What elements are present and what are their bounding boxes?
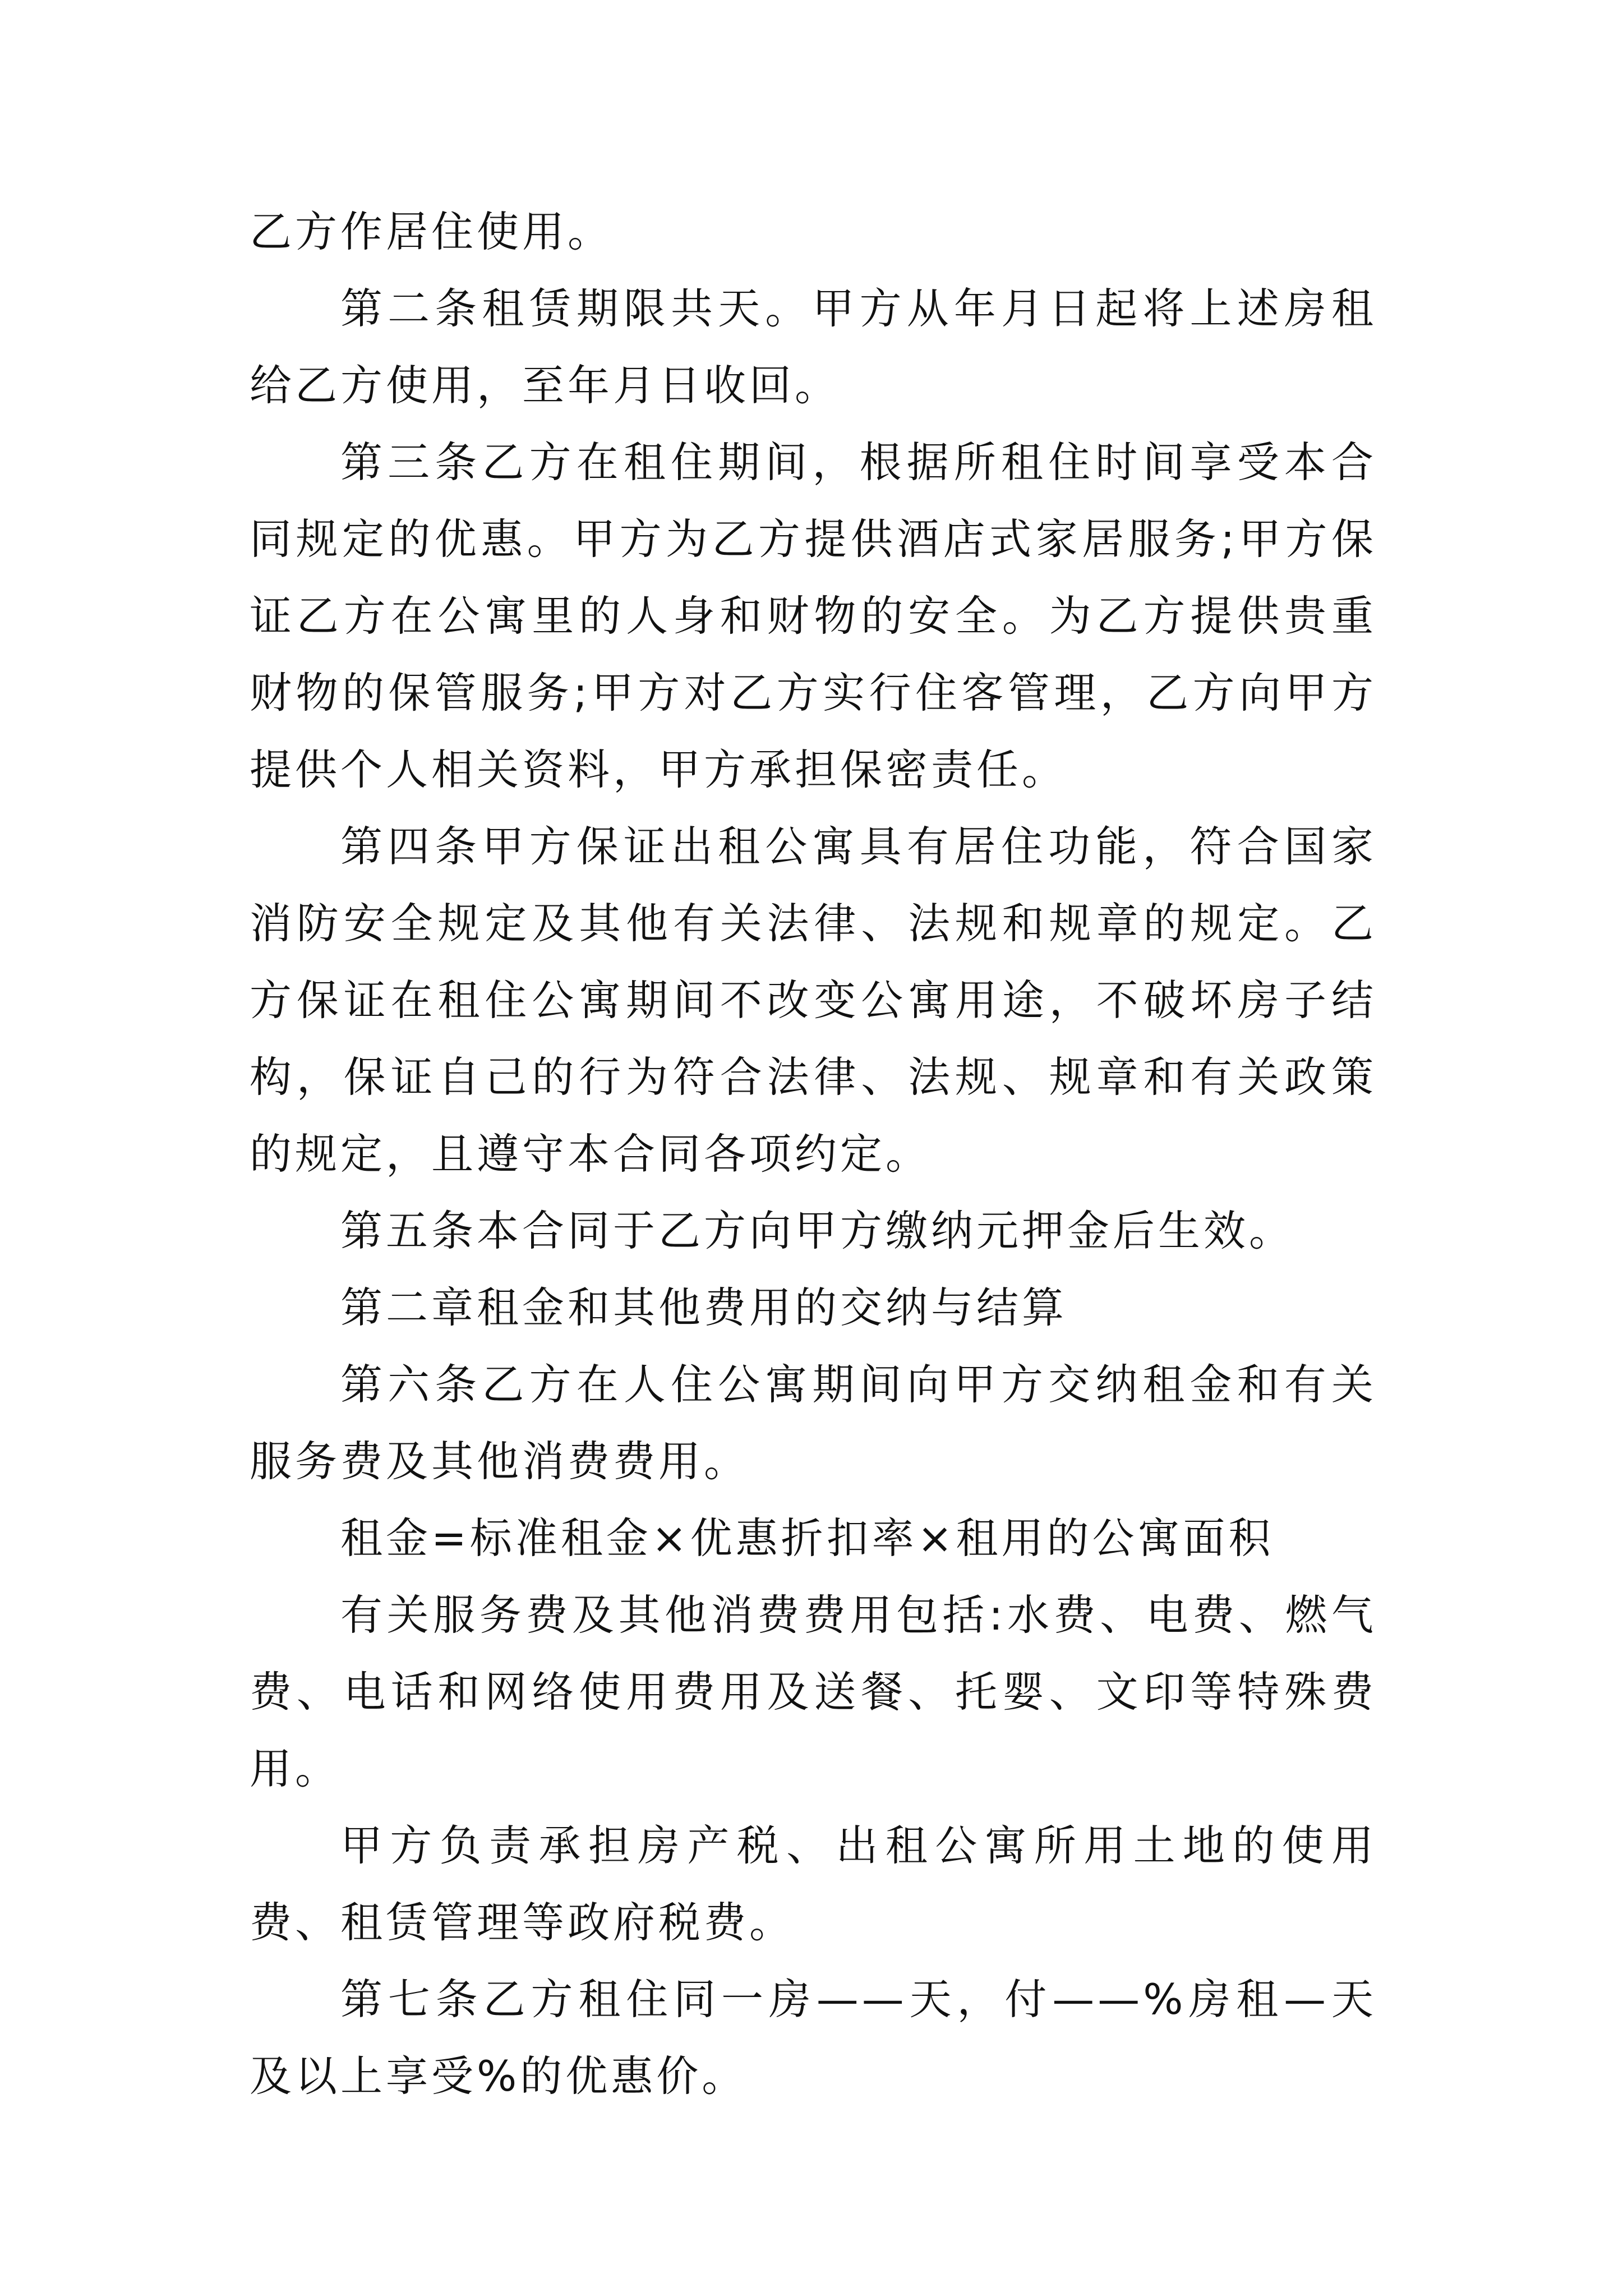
document-page [250,194,1377,2115]
rent-formula: 租金=标准租金×优惠折扣率×租用的公寓面积 [340,1513,1274,1563]
paragraph-5: 第五条本合同于乙方向甲方缴纳元押金后生效。 [340,1206,1295,1255]
chapter-heading: 第二章租金和其他费用的交纳与结算 [340,1283,1068,1332]
paragraph-1: 乙方作居住使用。 [250,207,614,256]
paragraph-3: 第三条乙方在租住期间，根据所租住时间享受本合同规定的优惠。甲方为乙方提供酒店式家居服务;甲方保证乙方在公寓里的人身和财物的安全。为乙方提供贵重财物的保管服务;甲方对乙方实行住客管理，乙方向甲方提供个人相关资料，甲方承担保密责任。 [250,438,1377,794]
paragraph-6: 第六条乙方在人住公寓期间向甲方交纳租金和有关服务费及其他消费费用。 [250,1360,1377,1486]
paragraph-4: 第四条甲方保证出租公寓具有居住功能，符合国家消防安全规定及其他有关法律、法规和规章的规定。乙方保证在租住公寓期间不改变公寓用途，不破坏房子结构，保证自己的行为符合法律、法规、规章和有关政策的规定，且遵守本合同各项约定。 [250,822,1377,1179]
paragraph-7: 有关服务费及其他消费费用包括:水费、电费、燃气费、电话和网络使用费用及送餐、托婴、文印等特殊费用。 [250,1590,1377,1793]
paragraph-8: 甲方负责承担房产税、出租公寓所用土地的使用费、租赁管理等政府税费。 [250,1821,1377,1947]
paragraph-9: 第七条乙方租住同一房——天，付——%房租—天及以上享受%的优惠价。 [250,1975,1377,2101]
paragraph-2: 第二条租赁期限共天。甲方从年月日起将上述房租给乙方使用，至年月日收回。 [250,284,1377,410]
